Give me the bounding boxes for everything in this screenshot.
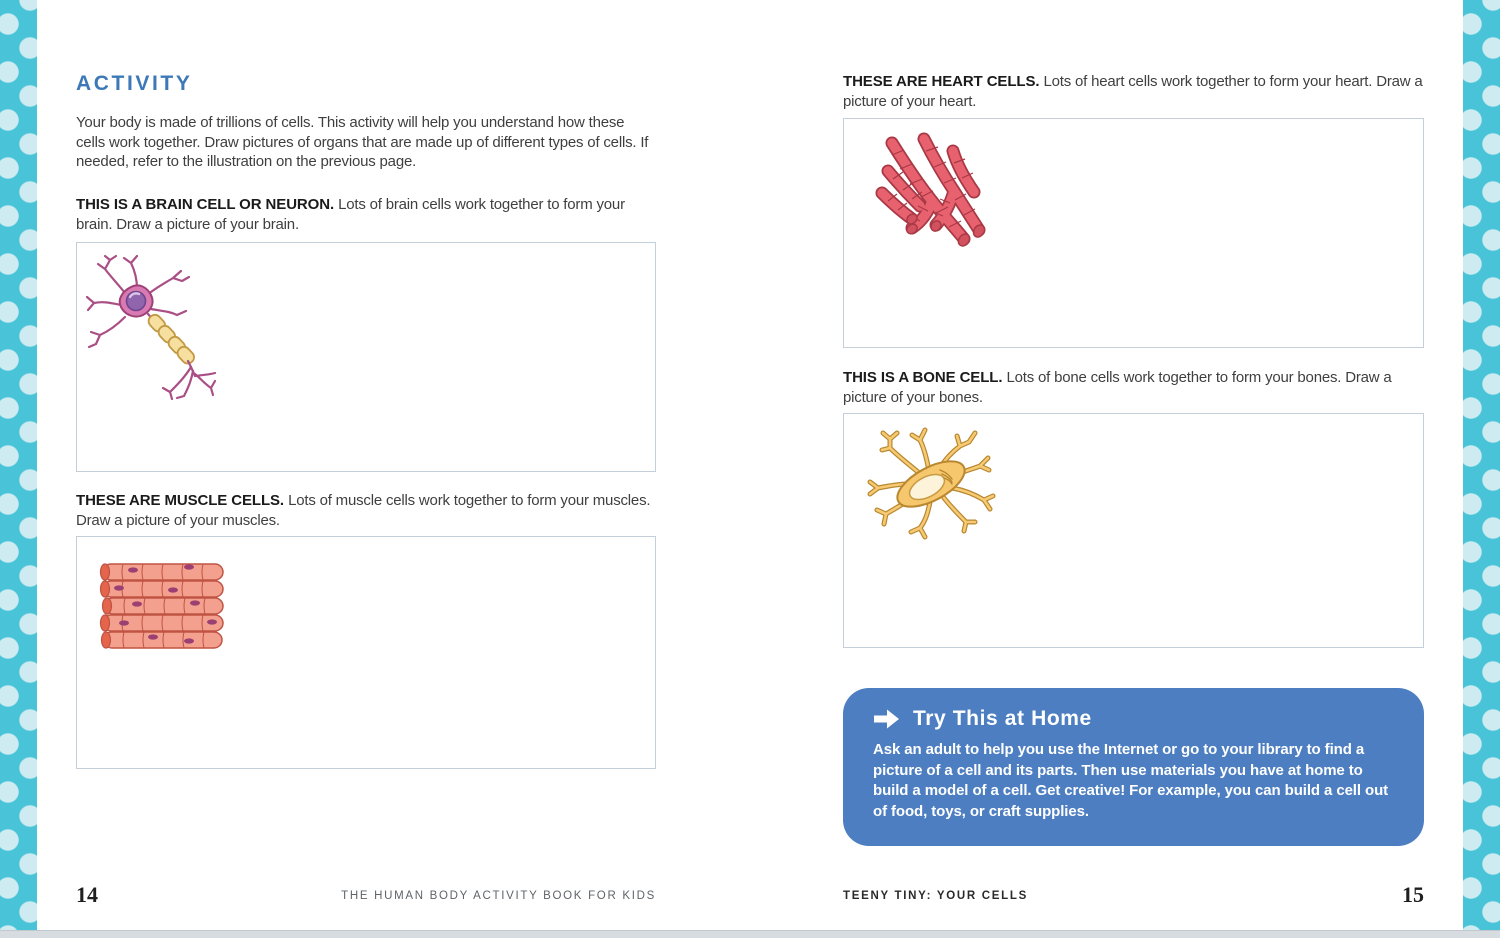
polka-dot-border-right bbox=[1463, 0, 1500, 938]
page-number-right: 15 bbox=[1402, 882, 1424, 907]
neuron-illustration bbox=[85, 253, 217, 415]
running-title-left: THE HUMAN BODY ACTIVITY BOOK FOR KIDS bbox=[341, 890, 656, 902]
polka-dot-border-left bbox=[0, 0, 37, 938]
callout-body: Ask an adult to help you use the Internet or go to your library to find a picture of a cell and its parts. Then use materials you have at home to build a model of a cell. Get creative! For example, you can build a cell out of food, toys, or craft supplies. bbox=[873, 741, 1389, 820]
activity-heading: ACTIVITY bbox=[76, 72, 193, 95]
heart-cells-illustration bbox=[858, 129, 1014, 255]
heart-drawing-box bbox=[843, 118, 1424, 348]
muscle-cells-caption-rest: Lots of muscle cells work together to form your muscles. Draw a picture of your muscles. bbox=[76, 492, 651, 529]
page-right bbox=[843, 0, 1424, 938]
brain-cell-caption-lead: THIS IS A BRAIN CELL OR NEURON. bbox=[76, 196, 339, 213]
bone-drawing-box bbox=[843, 413, 1424, 648]
brain-drawing-box bbox=[76, 242, 656, 472]
brain-cell-caption bbox=[76, 195, 656, 234]
page-number-left: 14 bbox=[76, 882, 98, 907]
bone-cell-caption-rest: Lots of bone cells work together to form your bones. Draw a picture of your bones. bbox=[843, 369, 1392, 406]
bone-cell-caption bbox=[843, 368, 1424, 407]
running-title-right: TEENY TINY: YOUR CELLS bbox=[843, 890, 1029, 902]
bone-cell-illustration bbox=[856, 422, 1008, 546]
heart-cells-caption bbox=[843, 72, 1424, 111]
try-this-at-home-callout bbox=[843, 688, 1424, 846]
muscle-cells-caption bbox=[76, 491, 656, 530]
muscle-drawing-box bbox=[76, 536, 656, 769]
arrow-right-icon bbox=[873, 709, 900, 729]
muscle-cells-illustration bbox=[93, 561, 229, 655]
page-left bbox=[76, 0, 656, 938]
bone-cell-caption-lead: THIS IS A BONE CELL. bbox=[843, 369, 1007, 386]
brain-cell-caption-rest: Lots of brain cells work together to form your brain. Draw a picture of your brain. bbox=[76, 196, 625, 233]
muscle-cells-caption-lead: THESE ARE MUSCLE CELLS. bbox=[76, 492, 289, 509]
heart-cells-caption-rest: Lots of heart cells work together to form your heart. Draw a picture of your heart. bbox=[843, 73, 1423, 110]
callout-header bbox=[873, 707, 1398, 731]
heart-cells-caption-lead: THESE ARE HEART CELLS. bbox=[843, 73, 1044, 90]
intro-paragraph: Your body is made of trillions of cells. This activity will help you understand how these cells work together. Draw pictures of organs that are made up of different types of cells. If needed, refer to the illustration on the previous page. bbox=[76, 114, 649, 170]
callout-title: Try This at Home bbox=[913, 707, 1092, 730]
